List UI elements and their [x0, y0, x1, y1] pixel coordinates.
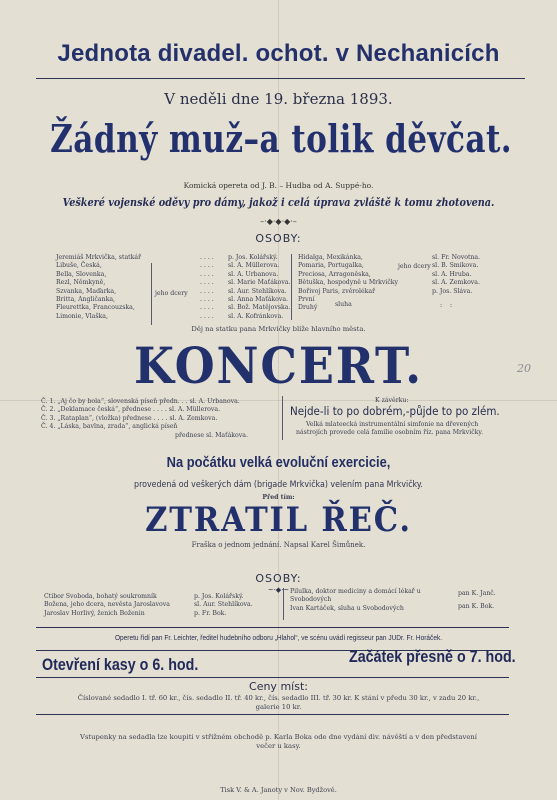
rule-prices-top — [36, 677, 509, 678]
actor: sl. A. Urbanova. — [228, 270, 279, 278]
concert-item: Č. 1. „Aj čo by bola“, slovenská píseň předn. . . sl. A. Urbanova. — [41, 398, 240, 405]
header-rule — [36, 78, 525, 79]
farce-right-role-1: Pilulka, doktor mediciny a domácí lékař u Svobodových — [290, 588, 421, 604]
role: Libuše, Česká, — [56, 262, 102, 270]
farce-left-actors — [194, 593, 253, 618]
concert-item: Č. 3. „Rataplan“, (vložka) přednese . . . . sl. A. Zemkova. — [41, 414, 218, 422]
farce-right-role-2: Ivan Kartáček, sluha u Svobodových — [290, 605, 404, 612]
role: Jaroslav Horlivý, ženich Boženin — [44, 609, 145, 617]
farce-left-roles — [44, 593, 170, 618]
role: Bořivoj Paris, zvěrolékař — [298, 287, 376, 295]
servants-label: sluha — [335, 301, 352, 308]
role: Szvanka, Maďarka, — [56, 287, 117, 295]
exercise-desc: provedená od veškerých dám (brigade Mrkvička) velením pana Mrkvičky. — [134, 480, 423, 490]
farce-right-actor-1: pan K. Janč. — [458, 590, 496, 597]
actor: sl. A. Kofránkova. — [228, 312, 284, 320]
actor: sl. Marie Maťákova. — [228, 279, 291, 287]
cast-right-actors — [432, 254, 480, 296]
prices-line-1: Číslované sedadlo I. tř. 60 kr., čís. sedadlo II. tř. 40 kr., čís. sedadlo III. tř. 30 kr. K stání v předu 30 kr., v zadu 20 kr., — [77, 694, 480, 702]
setting-line: Děj na statku pana Mrkvičky blíže hlavního města. — [191, 325, 366, 333]
start-time: Začátek přesně o 7. hod. — [349, 647, 516, 666]
role: Bella, Slovenka, — [56, 270, 107, 278]
tickets-line-2: večer u kasy. — [256, 742, 301, 750]
exercise-title: Na počátku velká evoluční exercicie, — [166, 454, 391, 471]
farce-cast-heading: OSOBY: — [255, 572, 302, 585]
concert-program — [41, 398, 248, 440]
role: Rezl, Němkyně, — [56, 279, 106, 287]
concert-title: KONCERT. — [134, 336, 423, 395]
play-title: Žádný muž–a tolik děvčat. — [50, 116, 513, 161]
role: Jeremiáš Mrkvička, statkář — [56, 254, 142, 261]
farce-divider — [283, 588, 284, 620]
dot-leaders: . . . . . . . . . . . . . . . . . . . . . . . . . . . . . . . . — [200, 254, 214, 320]
finale-desc-2: nástrojích provede celá familie osobním říz. pana Mrkvičky. — [296, 429, 484, 436]
farce-title: ZTRATIL ŘEČ. — [145, 500, 412, 540]
cast-left-roles — [56, 254, 156, 321]
rule-orchestra-top — [36, 627, 509, 628]
box-office-time: Otevření kasy o 6. hod. — [42, 655, 199, 674]
cast-heading: OSOBY: — [255, 232, 302, 245]
role: Ctibor Svoboda, bohatý soukromník — [44, 593, 157, 600]
prices-line-2: galerie 10 kr. — [255, 703, 302, 711]
role: Britta, Angličanka, — [56, 296, 115, 304]
actor: sl. Bož. Matějovska. — [228, 304, 291, 312]
before-label: Před tím: — [262, 494, 295, 501]
actor: sl. Aur. Stehlíkova. — [228, 287, 287, 295]
actor: sl. Anna Maťákova. — [228, 296, 289, 304]
actor: sl. Fr. Novotna. — [432, 254, 481, 261]
costumes-note: Veškeré vojenské oděvy pro dámy, jakož i celá úprava zvláště k tomu zhotovena. — [62, 196, 495, 209]
cast-column-divider — [291, 254, 292, 320]
rule-prices-bottom — [36, 714, 509, 715]
actor: sl. A. Hruba. — [432, 270, 472, 278]
prices-heading: Ceny míst: — [249, 680, 308, 693]
play-subtitle: Komická opereta od J. B. – Hudba od A. Suppé-ho. — [183, 181, 374, 190]
actor: p. Jos. Kolářský. — [228, 254, 278, 261]
actor: sl. A. Zemkova. — [432, 279, 480, 287]
brace-line — [151, 263, 152, 325]
concert-item: Č. 4. „Láska, bavlna, zrada“, anglická píseň — [41, 423, 178, 431]
concert-divider — [282, 396, 283, 440]
society-name: Jednota divadel. ochot. v Nechanicích — [57, 40, 500, 67]
actor: p. Fr. Bok. — [194, 609, 227, 617]
concert-item-4-performer: přednese sl. Maťákova. — [175, 431, 248, 439]
farce-ornament: ~·◆·~ — [267, 586, 290, 594]
role: Limonie, Vlaška, — [56, 312, 108, 320]
concert-item: Č. 2. „Deklamace česká“, přednese . . . . sl. A. Müllerova. — [41, 406, 221, 414]
finale-desc-1: Velká mlateecká instrumentální simfonie na dřevených — [306, 421, 479, 428]
printer-imprint: Tisk V. & A. Janoty v Nov. Bydžově. — [220, 786, 337, 794]
actor: p. Jos. Sláva. — [432, 287, 473, 295]
tickets-line-1: Vstupenky na sedadla lze koupiti v střižném obchodě p. Karla Boka ode dne vydání div. návěští a v den představení — [80, 733, 477, 741]
ornament-divider: –·◆·◆·◆·– — [260, 217, 297, 226]
date-line: V neděli dne 19. března 1893. — [164, 90, 393, 108]
farce-subtitle: Fraška o jednom jednání. Napsal Karel Šimůnek. — [191, 541, 366, 549]
finale-title: Nejde-li to po dobrém,-půjde to po zlém. — [290, 404, 500, 418]
role: Božena, jeho dcera, nevěsta Jaroslavova — [44, 601, 170, 609]
role: Preciosa, Arragoněska, — [298, 270, 371, 278]
role: Fleurettka, Francouzska, — [56, 304, 135, 312]
actor: sl. A. Müllerova. — [228, 262, 280, 270]
farce-right-actor-2: pan K. Bok. — [458, 603, 495, 610]
pencil-number: 20 — [517, 362, 531, 375]
orchestra-note: Operetu řídí pan Fr. Leichter, ředitel hudebního odboru „Hlahol“, ve scénu uvádí regisseur pan JUDr. Fr. Horáček. — [114, 633, 443, 642]
cast-right-group: jeho dcery — [398, 263, 431, 270]
actor: sl. Aur. Stehlíkova. — [194, 601, 253, 609]
role: Druhý — [298, 304, 318, 312]
ellipsis-mark: : : — [440, 302, 456, 309]
role: Bětuška, hospodyně u Mrkvičky — [298, 279, 399, 287]
finale-label: K závěrku: — [375, 397, 409, 404]
role: Hidalga, Mexikánka, — [298, 254, 363, 261]
actor: sl. B. Smikova. — [432, 262, 479, 270]
cast-left-actors — [228, 254, 291, 321]
role: První — [298, 296, 315, 304]
cast-left-group: jeho dcery — [155, 290, 188, 297]
role: Pomaria, Portugalka, — [298, 262, 364, 270]
actor: p. Jos. Kolářský. — [194, 593, 244, 600]
